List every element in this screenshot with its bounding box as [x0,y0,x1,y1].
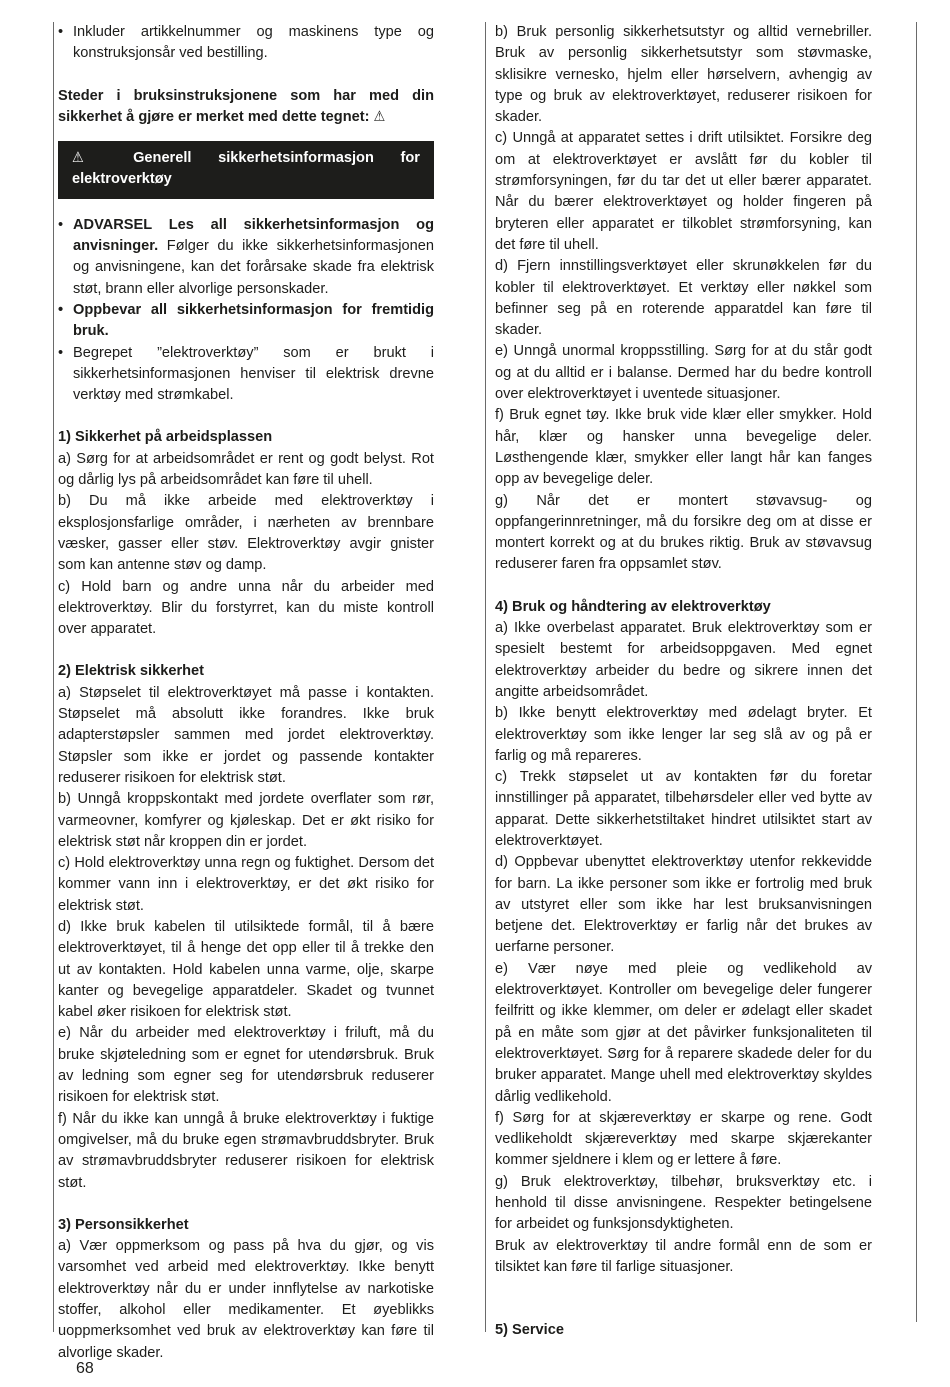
column-rule-right [916,22,917,1322]
paragraph: f) Bruk egnet tøy. Ikke bruk vide klær eller smykker. Hold hår, klær og hansker unna bevegelige deler. Løsthengende klær, smykker eller langt hår kan fanges opp av bevegelige deler. [495,407,872,488]
bullet-warning [58,215,434,300]
bullet-keep-info: • Oppbevar all sikkerhetsinformasjon for fremtidig bruk. [58,300,434,343]
paragraph: e) Vær nøye med pleie og vedlikehold av elektroverktøyet. Kontroller om bevegelige deler fungerer feilfritt og ikke klemmer, om deler er ødelagt eller skadet på en måte som gjør at det påvirker funksjonaliteten til elektroverktøyet. Sørg for å reparere skadede deler for du bruker apparatet. Mange uhell med elektroverktøy skyldes dårlig vedlikehold. [495,960,872,1105]
general-safety-banner-title: Generell sikkerhetsinformasjon for elektroverktøy [72,150,420,188]
warning-triangle-icon: ⚠ [72,150,107,167]
paragraph: e) Unngå unormal kroppsstilling. Sørg for at du står godt og at du alltid er i balanse. Dermed har du bedre kontroll over elektroverktøyet i uventede situasjoner. [495,343,872,403]
section-title-electrical: 2) Elektrisk sikkerhet [58,663,205,680]
right-column [495,22,872,1342]
column-rule-left [53,22,54,1332]
spacer [495,1278,872,1299]
left-column [58,22,434,1364]
paragraph: c) Hold barn og andre unna når du arbeider med elektroverktøy. Blir du forstyrret, kan du miste kontroll over apparatet. [58,578,434,638]
page-number: 68 [76,1360,94,1377]
section-title-workplace: 1) Sikkerhet på arbeidsplassen [58,429,273,446]
paragraph: b) Ikke benytt elektroverktøy med ødelagt bryter. Et elektroverktøy som ikke lenger lar seg slå av og på er farlig og må repareres. [495,705,872,764]
bullet-term-definition: • Begrepet ”elektroverktøy” som er brukt i sikkerhetsinformasjonen henviser til elektrisk drevne verktøy med strømkabel. [58,343,434,407]
paragraph: g) Bruk elektroverktøy, tilbehør, bruksverktøy etc. i henhold til disse anvisningene. Respekter betingelsene for arbeidet og funksjonsdyktigheten. [495,1173,872,1233]
paragraph: f) Sørg for at skjæreverktøy er skarpe og rene. Godt vedlikeholdt skjæreverktøy med skarpe skjærekanter kommer sjeldnere i klem og er lettere å føre. [495,1109,872,1169]
bullet-order-info: • Inkluder artikkelnummer og maskinens type og konstruksjonsår ved bestilling. [58,22,434,65]
paragraph: b) Bruk personlig sikkerhetsutstyr og alltid vernebriller. Bruk av personlig sikkerhetsutstyr som støvmaske, sklisikre vernesko, hjelm eller hørselvern, avhengig av type og bruk av elektroverktøyet, reduserer risikoen for skader. [495,24,872,126]
paragraph: c) Hold elektroverktøy unna regn og fuktighet. Dersom det kommer vann inn i elektroverktøy, er det økt risiko for elektrisk støt. [58,855,434,914]
paragraph: f) Når du ikke kan unngå å bruke elektroverktøy i fuktige omgivelser, må du bruke egen strømavbruddsbryter. Bruk av strømavbruddsbryter reduserer risikoen for elektrisk støt. [58,1110,434,1191]
paragraph: g) Når det er montert støvavsug- og oppfangerinnretninger, må du forsikre deg om at disse er montert korrekt og at du brukes riktig. Bruk av støvavsug reduserer faren fra oppsamlet støv. [495,492,872,573]
paragraph: d) Fjern innstillingsverktøyet eller skrunøkkelen før du kobler til elektroverktøyet. Et verktøy eller nøkkel som befinner seg på en roterende apparatdel kan føre til skader. [495,258,872,339]
section-title-handling: 4) Bruk og håndtering av elektroverktøy [495,598,771,615]
paragraph: c) Trekk støpselet ut av kontakten før du foretar innstillinger på apparatet, tilbehørsdeler eller ved bytte av apparat. Dette sikkerhetstiltaket hindret utilsiktet start av elektroverktøyet. [495,769,872,849]
warning-body: Følger du ikke sikkerhetsinformasjonen og anvisningene, kan det forårsake skade fra elektrisk støt, brann eller alvorlige personskader. [73,238,434,297]
paragraph: b) Du må ikke arbeide med elektroverktøy i eksplosjonsfarlige områder, i nærheten av brennbare væsker, gasser eller støv. Elektroverktøy avgir gnister som kan antenne støv og damp. [58,493,434,574]
paragraph: a) Vær oppmerksom og pass på hva du gjør, og vis varsomhet ved arbeid med elektroverktøy. Ikke benytt elektroverktøy når du er under innflytelse av narkotiske stoffer, alkohol eller medikamenter. Et øyeblikks uoppmerksomhet ved bruk av elektroverktøy kan føre til alvorlige skader. [58,1238,434,1361]
paragraph: d) Oppbevar ubenyttet elektroverktøy utenfor rekkevidde for barn. La ikke personer som ikke er fortrolig med bruk av utstyret eller som ikke har lest bruksanvisningen betjene det. Elektroverktøy er farlig når det brukes av uerfarne personer. [495,854,872,956]
paragraph: c) Unngå at apparatet settes i drift utilsiktet. Forsikre deg om at elektroverktøyet er avslått før du kobler til strømforsyningen, før du tar det ut eller bærer apparatet. Når du bærer elektroverktøyet og holder fingeren på bryteren eller apparatet er tilkoblet strømforsyning, kan det føre til uhell. [495,130,872,253]
paragraph: e) Når du arbeider med elektroverktøy i friluft, må du bruke skjøteledning som er egnet for utendørsbruk. Bruk av ledning som egner seg for utendørsbruk reduserer risikoen for elektrisk støt. [58,1025,434,1106]
column-rule-middle [485,22,486,1332]
general-safety-banner [58,141,434,199]
paragraph: d) Ikke bruk kabelen til utilsiktede formål, til å bære elektroverktøyet, til å henge det opp eller til å trekke den ut av kontakten. Hold kabelen unna varme, olje, skarpe kanter og bevegelige apparatdeler. Skadet og tvunnet kabel øker risikoen for elektrisk støt. [58,918,434,1021]
paragraph: a) Støpselet til elektroverktøyet må passe i kontakten. Støpselet må absolutt ikke forandres. Ikke bruk adapterstøpsler sammen med jordet elektroverktøy. Støpsler som ikke er jordet og passende kontakter reduserer risikoen for elektrisk støt. [58,684,434,786]
paragraph: Bruk av elektroverktøy til andre formål enn de som er tilsiktet kan føre til farlige situasjoner. [495,1237,872,1275]
spacer [495,1299,872,1320]
warning-lead: ADVARSEL Les all sikkerhetsinformasjon og anvisninger. [73,216,434,255]
paragraph: b) Unngå kroppskontakt med jordete overflater som rør, varmeovner, komfyrer og kjøleskap. Det er økt risiko for elektrisk støt når kroppen din er jordet. [58,791,434,850]
section-title-personal: 3) Personsikkerhet [58,1216,189,1233]
paragraph: a) Sørg for at arbeidsområdet er rent og godt belyst. Rot og dårlig lys på arbeidsområdet kan føre til uhell. [58,450,434,489]
safety-marker-note: Steder i bruksinstruksjonene som har med din sikkerhet å gjøre er merket med dette tegnet: ⚠ [58,87,434,125]
section-title-service: 5) Service [495,1322,564,1339]
paragraph: a) Ikke overbelast apparatet. Bruk elektroverktøy som er spesielt bestemt for arbeidsoppgaven. Med egnet elektroverktøy arbeider du bedre og sikrere innen det angitte arbeidsområdet. [495,620,872,700]
